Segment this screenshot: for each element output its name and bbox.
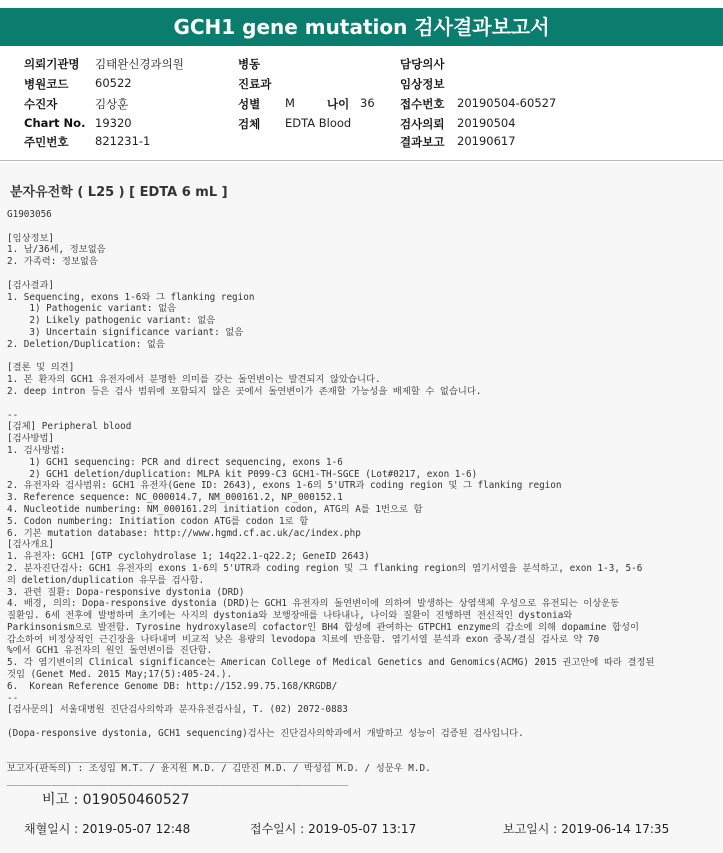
result-value: 20190617 (457, 134, 516, 148)
patient-label: 수진자 (24, 97, 58, 111)
report-line: 감소하여 비정상적인 근긴장을 나타내며 비교적 낮은 용량의 levodopa 치료에 반응함. 염기서열 분석과 exon 중복/결실 검사로 약 70 (7, 633, 600, 645)
rrn-value: 821231-1 (95, 134, 151, 148)
report-line (7, 398, 719, 410)
chart-label: Chart No. (24, 116, 86, 130)
report-line: 질환임. 6세 전후에 발병하며 초기에는 사지의 dystonia와 보행장애를 나타내나, 나이와 질환이 진행하면 전신적인 dystonia와 (7, 610, 573, 622)
report-line: [검사결과] (7, 279, 55, 291)
remark-value: 019050460527 (82, 792, 190, 808)
report-line: [결론 및 의견] (7, 362, 75, 374)
report-line: 6. Korean Reference Genome DB: http://152.99.75.168/KRGDB/ (7, 680, 338, 692)
report-line: 2. 가족력: 정보없음 (7, 256, 98, 268)
collect-time (24, 820, 190, 837)
collect-label: 채혈일시 : (24, 822, 79, 836)
age-label: 나이 (327, 97, 350, 111)
dept-label: 진료과 (238, 77, 272, 91)
header-row-2 (0, 76, 723, 94)
report-line: 2) GCH1 deletion/duplication: MLPA kit P099-C3 GCH1-TH-SGCE (Lot#0217, exon 1-6) (7, 468, 478, 480)
report-line: 2) Likely pathogenic variant: 없음 (7, 315, 216, 327)
report-line: 1) GCH1 sequencing: PCR and direct sequencing, exons 1-6 (7, 456, 343, 468)
section-title: 분자유전학 ( L25 ) [ EDTA 6 mL ] (10, 185, 228, 200)
report-text (7, 209, 719, 787)
report-line: 1. 남/36세, 정보없음 (7, 244, 106, 256)
remark-label: 비고 : (42, 792, 79, 808)
request-label: 검사의뢰 (400, 117, 445, 131)
rrn-label: 주민번호 (24, 135, 69, 149)
receive-label: 접수일시 : (250, 822, 305, 836)
report-line: 3) Uncertain significance variant: 없음 (7, 326, 244, 338)
specimen-value: EDTA Blood (285, 116, 352, 130)
report-title: GCH1 gene mutation 검사결과보고서 (0, 8, 723, 46)
doctor-label: 담당의사 (400, 57, 445, 71)
sex-label: 성별 (238, 97, 261, 111)
report-line (7, 221, 719, 233)
header-row-5 (0, 134, 723, 152)
report-line: 의 deletion/duplication 유무를 검사함. (7, 574, 205, 586)
report-line: 3. 관련 질환: Dopa-responsive dystonia (DRD) (7, 586, 245, 598)
report-line: -- (7, 692, 19, 704)
report-line: 1. 유전자: GCH1 [GTP cyclohydrolase 1; 14q22.1-q22.2; GeneID 2643) (7, 551, 370, 563)
code-label: 병원코드 (24, 77, 69, 91)
ward-label: 병동 (238, 57, 261, 71)
report-line: 1. 검사방법: (7, 444, 66, 456)
report-line: Parkinsonism으로 발전함. Tyrosine hydroxylase의 cofactor인 BH4 합성에 관여하는 GTPCH1 enzyme의 감소에 의해 dopamine 합성이 (7, 621, 639, 633)
report-line: 2. deep intron 등은 검사 범위에 포함되지 않은 곳에서 돌연변이가 존재할 가능성을 배제할 수 없습니다. (7, 385, 482, 397)
header-row-1 (0, 56, 723, 74)
request-value: 20190504 (457, 116, 516, 130)
report-line (7, 740, 719, 752)
code-value: 60522 (95, 76, 132, 90)
report-line (7, 351, 719, 363)
receipt-label: 접수번호 (400, 97, 445, 111)
header-row-4 (0, 116, 723, 134)
report-line: [검사방법] (7, 433, 55, 445)
report-line: 1. 본 환자의 GCH1 유전자에서 분명한 의미를 갖는 돌연변이는 발견되지 않았습니다. (7, 374, 381, 386)
receive-time (250, 820, 416, 837)
report-line: 2. 분자진단검사: GCH1 유전자의 exons 1-6의 5'UTR과 coding region 및 그 flanking region의 염기서열을 분석하고, exon 1-3, 5-6 (7, 562, 643, 574)
report-line: G1903056 (7, 209, 52, 220)
inst-value: 김태완신경과의원 (95, 57, 184, 71)
report-line: [검체] Peripheral blood (7, 421, 132, 433)
report-line: [검사개요] (7, 539, 55, 551)
report-time-label: 보고일시 : (503, 822, 558, 836)
sex-value: M (285, 96, 295, 110)
receive-value: 2019-05-07 13:17 (308, 822, 417, 836)
age-value: 36 (360, 96, 375, 110)
receipt-value: 20190504-60527 (457, 96, 557, 110)
result-label: 결과보고 (400, 135, 445, 149)
report-line: _____________________________________________________________ (7, 775, 349, 787)
report-line: [검사문의] 서울대병원 진단검사의학과 분자유전검사실, T. (02) 2072-0883 (7, 704, 348, 716)
report-line: 5. Codon numbering: Initiation codon ATG를 codon 1로 함 (7, 515, 309, 527)
inst-label: 의뢰기관명 (24, 57, 80, 71)
report-line: 1. Sequencing, exons 1-6와 그 flanking region (7, 291, 255, 303)
report-line: 4. 배경, 의의: Dopa-responsive dystonia (DRD)는 GCH1 유전자의 돌연변이에 의하여 발생하는 상염색체 우성으로 유전되는 이상운동 (7, 598, 620, 610)
report-time (503, 820, 669, 837)
report-line: (Dopa-responsive dystonia, GCH1 sequencing)검사는 진단검사의학과에서 개발하고 성능이 검증된 검사입니다. (7, 728, 524, 740)
report-line (7, 716, 719, 728)
remark (42, 789, 190, 809)
report-line (7, 268, 719, 280)
clinical-label: 임상정보 (400, 77, 445, 91)
report-line: 5. 각 염기변이의 Clinical significance는 American College of Medical Genetics and Genomics(ACMG) 2015 권고안에 따라 결정된 (7, 657, 655, 669)
collect-value: 2019-05-07 12:48 (82, 822, 191, 836)
report-line: %에서 GCH1 유전자의 원인 돌연변이를 진단함. (7, 645, 213, 657)
report-line: 것임 (Genet Med. 2015 May;17(5):405-24.). (7, 669, 233, 681)
report-line: -- (7, 409, 19, 421)
report-line: 2. Deletion/Duplication: 없음 (7, 338, 165, 350)
header-row-3 (0, 96, 723, 114)
chart-value: 19320 (95, 116, 132, 130)
report-line: 보고자(판독의) : 조성임 M.T. / 윤지원 M.D. / 김만진 M.D. / 박성섭 M.D. / 성문우 M.D. (7, 763, 431, 775)
report-line: 2. 유전자와 검사범위: GCH1 유전자(Gene ID: 2643), exons 1-6의 5'UTR과 coding region 및 그 flanking region (7, 480, 562, 492)
patient-value: 김상훈 (95, 97, 129, 111)
report-line: [임상정보] (7, 232, 55, 244)
patient-info-header (0, 48, 723, 161)
report-line: 3. Reference sequence: NC_000014.7, NM_000161.2, NP_000152.1 (7, 492, 343, 504)
specimen-label: 검체 (238, 117, 261, 131)
report-line: 6. 기본 mutation database: http://www.hgmd.cf.ac.uk/ac/index.php (7, 527, 361, 539)
report-line: 4. Nucleotide numbering: NM_000161.2의 initiation codon, ATG의 A를 1번으로 함 (7, 503, 423, 515)
report-line: 1) Pathogenic variant: 없음 (7, 303, 177, 315)
report-time-value: 2019-06-14 17:35 (561, 822, 670, 836)
report-line: _____________________________________________________________ (7, 751, 349, 763)
